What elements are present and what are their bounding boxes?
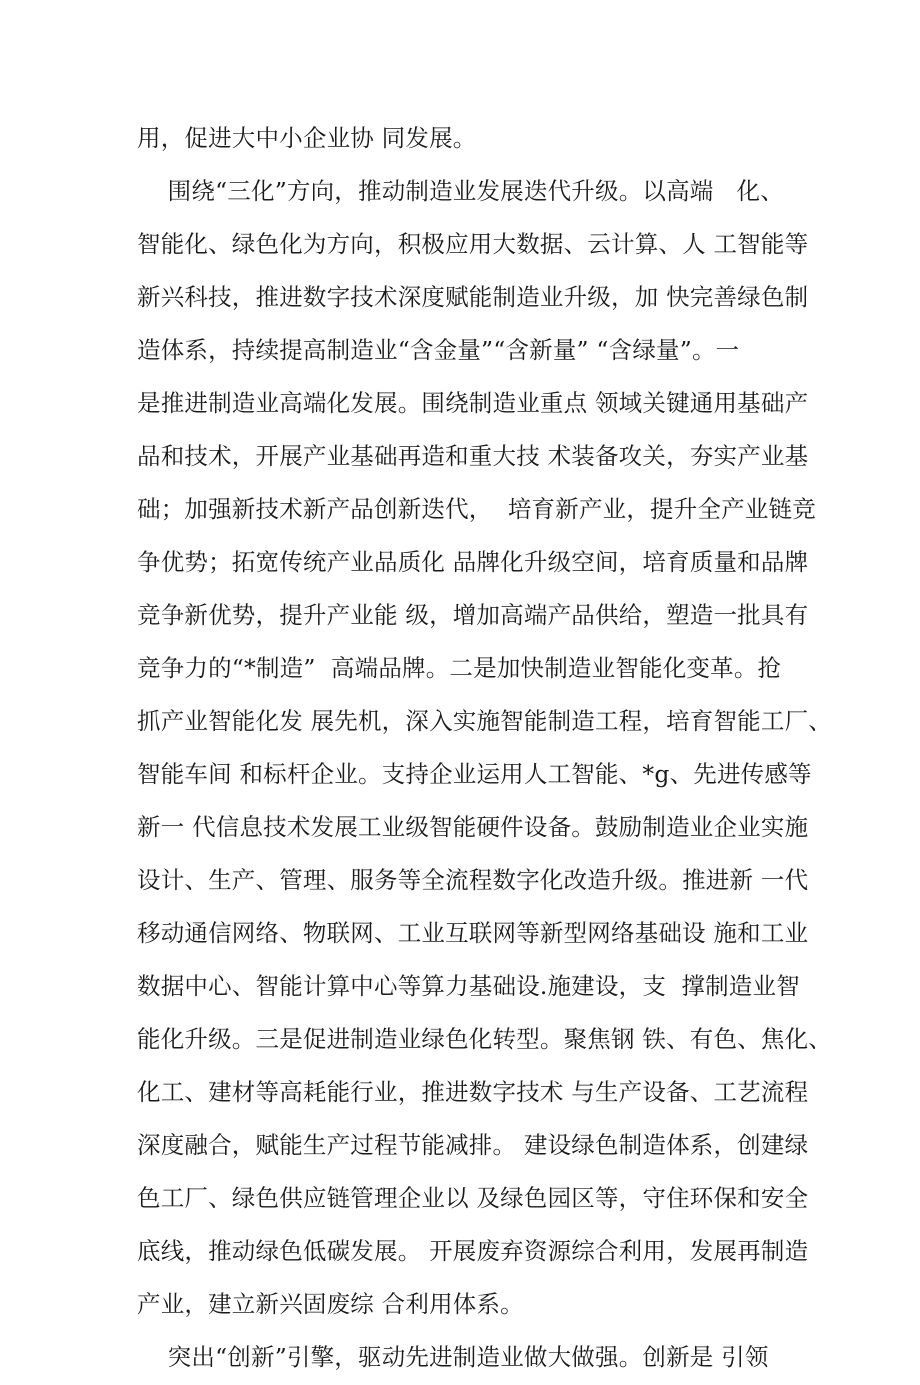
- text-line: 造体系，持续提高制造业“含金量”“含新量” “含绿量”。一: [137, 336, 740, 364]
- text-line: 竞争新优势，提升产业能 级，增加高端产品供给，塑造一批具有: [137, 601, 809, 629]
- text-line: 品和技术，开展产业基础再造和重大技 术装备攻关，夯实产业基: [137, 442, 809, 470]
- text-line: 突出“创新”引擎，驱动先进制造业做大做强。创新是 引领: [137, 1343, 769, 1371]
- text-line: 智能车间 和标杆企业。支持企业运用人工智能、*g、先进传感等: [137, 760, 812, 788]
- text-line: 智能化、绿色化为方向，积极应用大数据、云计算、人 工智能等: [137, 230, 809, 258]
- text-line: 围绕“三化”方向，推动制造业发展迭代升级。以高端 化、: [137, 177, 784, 205]
- text-line: 移动通信网络、物联网、工业互联网等新型网络基础设 施和工业: [137, 919, 809, 947]
- text-line: 底线，推动绿色低碳发展。 开展废弃资源综合利用，发展再制造: [137, 1237, 809, 1265]
- text-line: 色工厂、绿色供应链管理企业以 及绿色园区等，守住环保和安全: [137, 1184, 809, 1212]
- text-line: 设计、生产、管理、服务等全流程数字化改造升级。推进新 一代: [137, 866, 809, 894]
- text-line: 础；加强新技术新产品创新迭代， 培育新产业，提升全产业链竞: [137, 495, 816, 523]
- text-line: 是推进制造业高端化发展。围绕制造业重点 领域关键通用基础产: [137, 389, 809, 417]
- text-line: 产业，建立新兴固废综 合利用体系。: [137, 1290, 524, 1318]
- text-line: 新一 代信息技术发展工业级智能硬件设备。鼓励制造业企业实施: [137, 813, 809, 841]
- text-line: 能化升级。三是促进制造业绿色化转型。聚焦钢 铁、有色、焦化、: [137, 1025, 832, 1053]
- text-line: 新兴科技，推进数字技术深度赋能制造业升级，加 快完善绿色制: [137, 283, 809, 311]
- text-line: 抓产业智能化发 展先机，深入实施智能制造工程，培育智能工厂、: [137, 707, 832, 735]
- text-line: 争优势；拓宽传统产业品质化 品牌化升级空间，培育质量和品牌: [137, 548, 809, 576]
- text-line: 数据中心、智能计算中心等算力基础设.施建设，支 撑制造业智: [137, 972, 800, 1000]
- text-line: 用，促进大中小企业协 同发展。: [137, 124, 477, 152]
- text-line: 化工、建材等高耗能行业，推进数字技术 与生产设备、工艺流程: [137, 1078, 809, 1106]
- text-line: 深度融合，赋能生产过程节能减排。 建设绿色制造体系，创建绿: [137, 1131, 809, 1159]
- text-line: 竞争力的“*制造” 高端品牌。二是加快制造业智能化变革。抢: [137, 654, 782, 682]
